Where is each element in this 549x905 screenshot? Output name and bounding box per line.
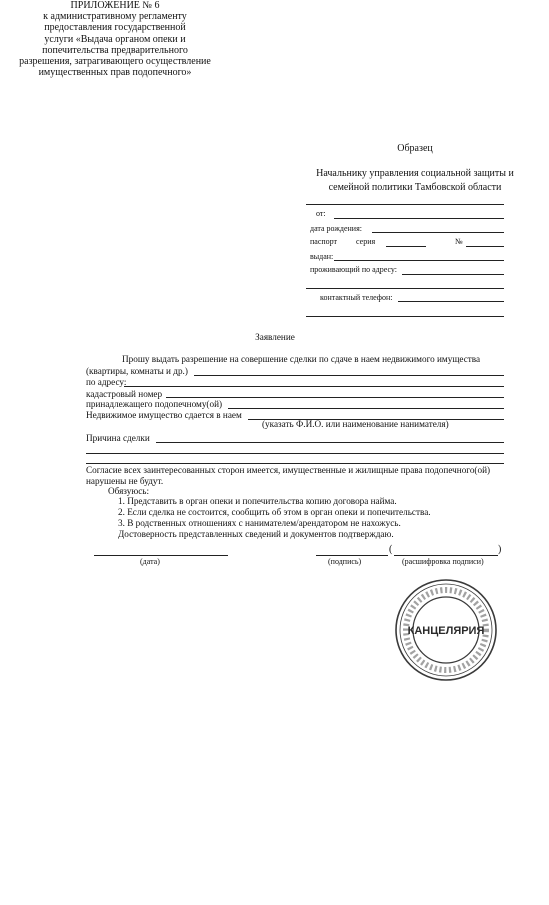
birth-date-field[interactable] (372, 232, 504, 233)
cadastral-label: кадастровый номер (86, 389, 163, 399)
decode-caption: (расшифровка подписи) (402, 557, 484, 566)
request-text: Прошу выдать разрешение на совершение сделки по сдаче в наем недвижимого имущества (122, 354, 481, 364)
addressee-line: Начальнику управления социальной защиты и (316, 168, 514, 179)
address-label: по адресу: (86, 377, 127, 387)
phone-field[interactable] (398, 301, 504, 302)
appendix-line: имущественных прав подопечного» (38, 67, 192, 79)
addressee (290, 167, 540, 195)
appendix-line: предоставления государственной (44, 22, 186, 34)
consent-line-1: Согласие всех заинтересованных сторон имеется, имущественные и жилищные права подопечного(ой) (86, 465, 491, 475)
cadastral-field[interactable] (166, 397, 504, 398)
from-field[interactable] (334, 218, 504, 219)
appendix-line: услуги «Выдача органом опеки и (44, 33, 186, 45)
appendix-block (0, 0, 230, 78)
blank-line (306, 204, 504, 205)
residing-label: проживающий по адресу: (310, 265, 398, 274)
series-field[interactable] (386, 246, 426, 247)
property-type-field[interactable] (194, 375, 504, 376)
reason-field-2[interactable] (86, 453, 504, 454)
belonging-field[interactable] (228, 408, 504, 409)
from-label: от: (316, 209, 326, 218)
issued-label: выдан: (310, 252, 334, 261)
confirm-text: Достоверность представленных сведений и документов подтверждаю. (118, 529, 394, 539)
series-label: серия (356, 237, 376, 246)
signature-caption: (подпись) (328, 557, 362, 566)
stamp-center-text: КАНЦЕЛЯРИЯ (407, 625, 485, 637)
number-label: № (455, 237, 463, 246)
issued-field[interactable] (334, 260, 504, 261)
reason-field-3[interactable] (86, 463, 504, 464)
consent-line-2: нарушены не будут. (86, 476, 164, 486)
passport-label: паспорт (310, 237, 338, 246)
sample-label: Образец (397, 143, 433, 154)
application-heading: Заявление (255, 332, 295, 342)
date-field[interactable] (94, 555, 228, 556)
reason-label: Причина сделки (86, 433, 150, 443)
paren-close: ) (498, 544, 502, 555)
paren-open: ( (389, 544, 393, 555)
number-field[interactable] (466, 246, 504, 247)
appendix-line: разрешения, затрагивающего осуществление (19, 56, 211, 68)
appendix-line: попечительства предварительного (42, 44, 188, 56)
oblige-label: Обязуюсь: (108, 486, 150, 496)
blank-line (306, 316, 504, 317)
appendix-line: к административному регламенту (43, 11, 187, 23)
office-stamp (394, 578, 498, 682)
signature-field[interactable] (316, 555, 388, 556)
address-field[interactable] (124, 386, 504, 387)
obligation-item-1: 1. Представить в орган опеки и попечительства копию договора найма. (118, 496, 397, 506)
residing-field-2[interactable] (306, 288, 504, 289)
tenant-hint: (указать Ф.И.О. или наименование нанимателя) (262, 419, 449, 429)
decode-field[interactable] (394, 555, 498, 556)
obligation-item-3: 3. В родственных отношениях с нанимателем/арендатором не нахожусь. (118, 518, 401, 528)
property-type-text: (квартиры, комнаты и др.) (86, 366, 188, 376)
belonging-label: принадлежащего подопечному(ой) (86, 399, 223, 409)
residing-field[interactable] (402, 274, 504, 275)
addressee-line: семейной политики Тамбовской области (328, 182, 502, 193)
date-caption: (дата) (140, 557, 160, 566)
phone-label: контактный телефон: (320, 293, 393, 302)
reason-field[interactable] (156, 442, 504, 443)
birth-date-label: дата рождения: (310, 224, 362, 233)
appendix-title: ПРИЛОЖЕНИЕ № 6 (70, 0, 160, 11)
rented-to-label: Недвижимое имущество сдается в наем (86, 410, 242, 420)
obligation-item-2: 2. Если сделка не состоится, сообщить об этом в орган опеки и попечительства. (118, 507, 431, 517)
